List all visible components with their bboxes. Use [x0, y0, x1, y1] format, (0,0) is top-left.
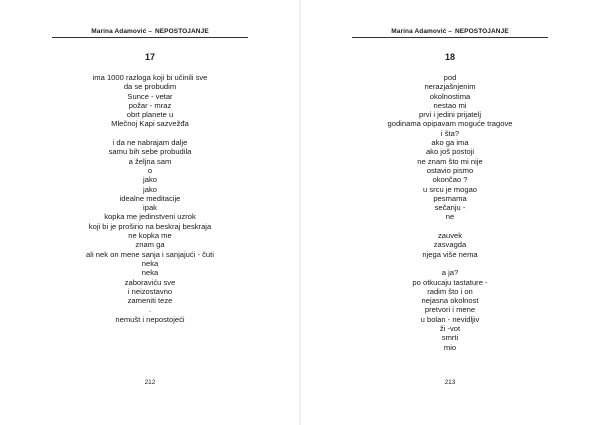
poem-text	[0, 73, 300, 324]
poem-number: 18	[444, 52, 455, 62]
poem-line	[300, 222, 600, 231]
header-rule	[52, 37, 248, 38]
poem-line: a ja?	[441, 268, 459, 278]
header-author: Marina Adamović –	[91, 28, 152, 35]
poem-line	[0, 129, 300, 138]
poem-line: ima 1000 razloga koji bi učinili sve	[92, 73, 208, 82]
poem-line: nestao mi	[433, 100, 467, 110]
poem-line: a željna sam	[128, 156, 172, 166]
page-number: 212	[144, 379, 156, 386]
running-header	[0, 28, 300, 35]
poem-line: ne	[445, 212, 455, 222]
poem-line: znam ga	[135, 240, 165, 250]
poem-line	[300, 259, 600, 268]
right-page	[300, 0, 600, 425]
poem-line: po otkucaju tastature -	[412, 277, 488, 287]
poem-line: ipak	[143, 203, 157, 213]
poem-line: samu bih sebe probudila	[108, 147, 192, 157]
poem-line: njega više nema	[422, 249, 478, 259]
poem-line: o	[147, 165, 153, 175]
poem-line: godinama opipavam moguće tragove	[387, 119, 513, 129]
running-header	[300, 28, 600, 35]
poem-line: i da ne nabrajam dalje	[112, 138, 188, 148]
poem-line: Mlečnoj Kapi sazvežđa	[111, 119, 189, 129]
header-book-title: NEPOSTOJANJE	[154, 28, 209, 35]
poem-line: neka	[141, 268, 159, 278]
poem-line: nerazjašnjenim	[424, 82, 476, 92]
poem-line: ako još postoji	[425, 147, 475, 157]
poem-line: obrt planete u	[126, 110, 174, 120]
poem-line: požar - mraz	[128, 100, 172, 110]
poem-line: nemušt i nepostojeći	[115, 314, 185, 324]
poem-line: u srcu je mogao	[422, 184, 478, 194]
poem-line: pod	[443, 73, 457, 82]
poem-line: neka	[141, 258, 159, 268]
poem-line: ostavio pismo	[426, 165, 474, 175]
poem-line: ali nek on mene sanja i sanjajući - čuti	[86, 249, 214, 259]
poem-line: pesmama	[433, 193, 467, 203]
poem-line: okončao ?	[432, 175, 468, 185]
header-author: Marina Adamović –	[391, 28, 452, 35]
page-number: 213	[444, 379, 456, 386]
poem-line: pretvori i mene	[424, 305, 476, 315]
poem-line: i šta?	[440, 128, 460, 138]
poem-line: koji bi je proširio na beskraj beskraja	[88, 221, 212, 231]
poem-line: ne znam što mi nije	[417, 156, 483, 166]
poem-line: nejasna okolnost	[421, 296, 479, 306]
poem-line: zameniti teze	[127, 296, 173, 306]
poem-line: u bolan - nevidljiv	[420, 314, 480, 324]
header-rule	[352, 37, 548, 38]
poem-line: smrti	[441, 333, 459, 343]
poem-line: i neizostavno	[127, 286, 173, 296]
poem-line: kopka me jedinstveni uzrok	[104, 212, 196, 222]
poem-line: sečanju -	[434, 203, 466, 213]
header-book-title: NEPOSTOJANJE	[454, 28, 509, 35]
poem-line: idealne meditacije	[119, 193, 181, 203]
poem-text	[300, 73, 600, 352]
poem-line: prvi i jedini prijatelj	[418, 110, 482, 120]
poem-line: ako ga ima	[431, 138, 469, 148]
poem-line: da se probudim	[123, 82, 177, 92]
poem-line: zasvagda	[433, 240, 467, 250]
poem-line: zaboraviću sve	[124, 277, 176, 287]
poem-line: jako	[143, 175, 157, 185]
poem-line: zauvek	[437, 231, 463, 241]
poem-line: Sunce - vetar	[127, 91, 173, 101]
poem-line: jako	[143, 184, 157, 194]
poem-line: ne kopka me	[128, 231, 172, 241]
poem-line: mio	[443, 342, 457, 352]
poem-number: 17	[144, 52, 155, 62]
poem-line: okolnostima	[429, 91, 471, 101]
poem-line: .	[148, 305, 152, 315]
poem-line: ži -vot	[439, 324, 461, 334]
poem-line: radim što i on	[427, 286, 473, 296]
